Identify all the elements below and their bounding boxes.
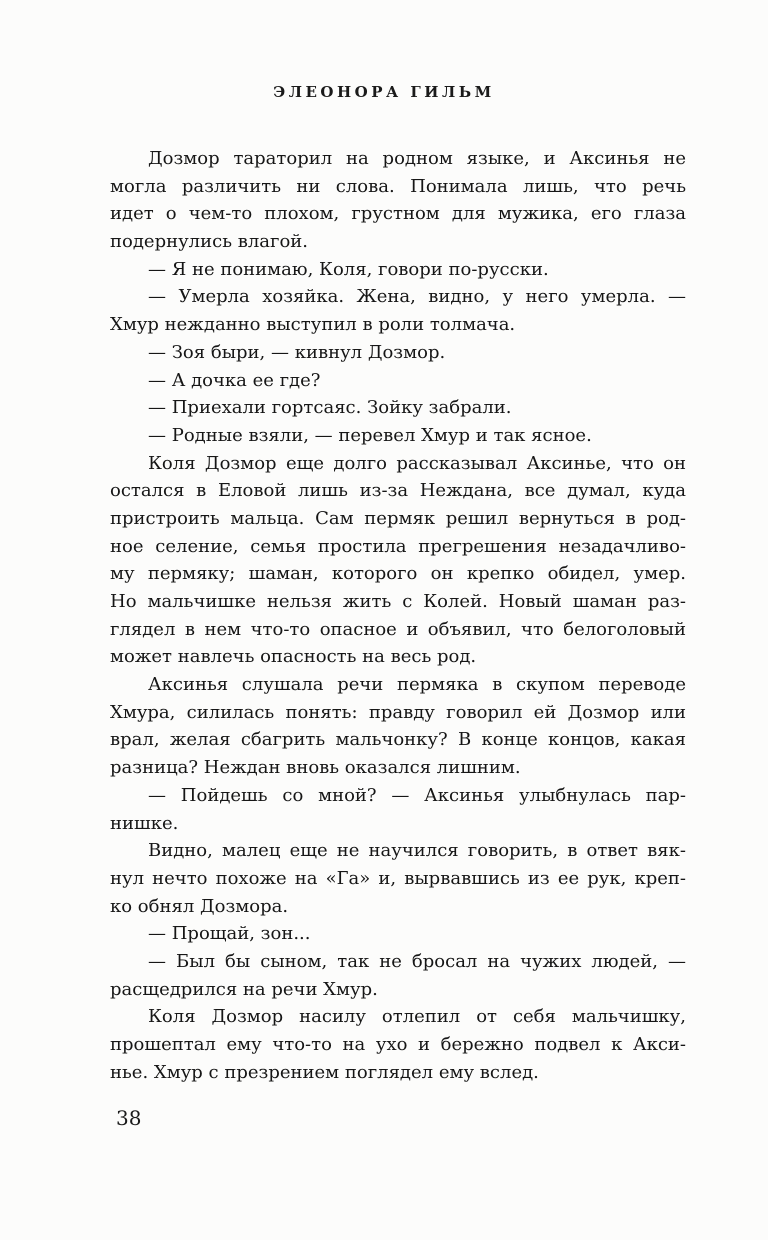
paragraph	[110, 367, 686, 395]
text-line: Но мальчишке нельзя жить с Колей. Новый шаман раз-	[110, 591, 686, 612]
text-line: Хмур нежданно выступил в роли толмача.	[110, 314, 516, 336]
text-line: — Родные взяли, — перевел Хмур и так ясное.	[148, 424, 592, 446]
text-line: ко обнял Дозмора.	[110, 895, 289, 917]
paragraph	[110, 948, 686, 1003]
paragraph	[110, 920, 686, 948]
paragraph	[110, 145, 686, 256]
text-line: — Был бы сыном, так не бросал на чужих людей, —	[148, 950, 686, 972]
text-line: прошептал ему что-то на ухо и бережно подвел к Акси-	[110, 1034, 686, 1055]
text-line: разница? Неждан вновь оказался лишним.	[110, 757, 521, 779]
paragraph	[110, 782, 686, 837]
text-line: — Прощай, зон...	[148, 923, 311, 945]
text-line: остался в Еловой лишь из-за Неждана, все думал, куда	[110, 480, 686, 502]
text-line: Видно, малец еще не научился говорить, в ответ вяк-	[148, 840, 686, 862]
text-line: нье. Хмур с презрением поглядел ему вслед.	[110, 1061, 539, 1083]
text-line: Аксинья слушала речи пермяка в скупом переводе	[148, 674, 686, 696]
text-line: пристроить мальца. Сам пермяк решил вернуться в род-	[110, 507, 686, 529]
text-line: му пермяку; шаман, которого он крепко обидел, умер.	[110, 563, 686, 585]
running-header: ЭЛЕОНОРА ГИЛЬМ	[273, 83, 495, 101]
paragraph	[110, 394, 686, 422]
paragraph	[110, 837, 686, 920]
text-line: глядел в нем что-то опасное и объявил, что белоголовый	[110, 618, 686, 640]
paragraph	[110, 671, 686, 782]
text-line: — Приехали гортсаяс. Зойку забрали.	[148, 397, 512, 419]
paragraph	[110, 339, 686, 367]
text-line: ное селение, семья простила прегрешения незадачливо-	[110, 535, 686, 557]
text-line: могла различить ни слова. Понимала лишь, что речь	[110, 175, 686, 197]
text-line: — Я не понимаю, Коля, говори по-русски.	[148, 258, 549, 280]
text-line: — Зоя быри, — кивнул Дозмор.	[148, 341, 446, 363]
paragraph	[110, 1003, 686, 1086]
text-line: нишке.	[110, 812, 179, 834]
paragraph	[110, 450, 686, 672]
text-line: идет о чем-то плохом, грустном для мужика, его глаза	[110, 203, 686, 225]
body-text	[110, 145, 686, 1086]
page-number: 38	[116, 1106, 142, 1130]
text-line: расщедрился на речи Хмур.	[110, 978, 378, 1000]
paragraph	[110, 283, 686, 338]
text-line: может навлечь опасность на весь род.	[110, 646, 477, 668]
text-line: — А дочка ее где?	[148, 369, 321, 391]
text-line: Хмура, силилась понять: правду говорил ей Дозмор или	[110, 701, 686, 723]
text-line: — Пойдешь со мной? — Аксинья улыбнулась пар-	[148, 784, 686, 806]
paragraph	[110, 422, 686, 450]
text-line: нул нечто похоже на «Га» и, вырвавшись из ее рук, креп-	[110, 867, 686, 889]
text-line: — Умерла хозяйка. Жена, видно, у него умерла. —	[148, 286, 686, 308]
text-line: Коля Дозмор насилу отлепил от себя мальчишку,	[148, 1006, 686, 1028]
text-line: Коля Дозмор еще долго рассказывал Аксинье, что он	[148, 452, 686, 474]
paragraph	[110, 256, 686, 284]
text-line: Дозмор тараторил на родном языке, и Аксинья не	[148, 148, 686, 169]
text-line: подернулись влагой.	[110, 231, 308, 253]
text-line: врал, желая сбагрить мальчонку? В конце концов, какая	[110, 729, 686, 751]
